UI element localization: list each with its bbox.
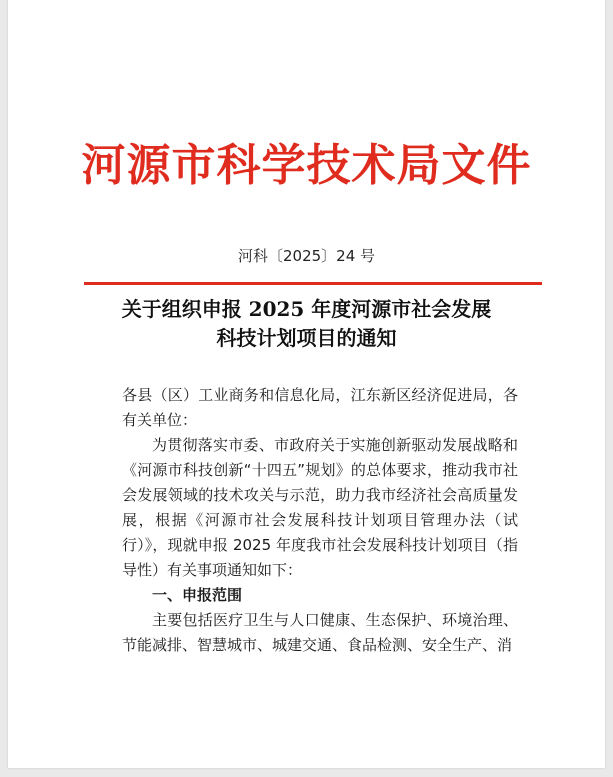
section-scope-text: 主要包括医疗卫生与人口健康、生态保护、环境治理、节能减排、智慧城市、城建交通、食品检测、安全生产、消 — [122, 611, 518, 654]
notice-title-line-2: 科技计划项目的通知 — [216, 326, 397, 350]
document-page — [8, 0, 605, 768]
document-number: 河科〔2025〕24 号 — [237, 247, 376, 265]
notice-title-line-1: 关于组织申报 2025 年度河源市社会发展 — [121, 297, 492, 321]
notice-body — [122, 383, 518, 658]
masthead-title: 河源市科学技术局文件 — [81, 140, 532, 191]
intro-paragraph: 为贯彻落实市委、市政府关于实施创新驱动发展战略和《河源市科技创新“十四五”规划》的总体要求，推动我市社会发展领域的技术攻关与示范，助力我市经济社会高质量发展，根据《河源市社会发展科技计划项目管理办法（试行）》，现就申报 2025 年度我市社会发展科技计划项目（指导性）有关事项通知如下： — [122, 436, 518, 579]
section-heading-scope: 一、申报范围 — [152, 586, 243, 604]
salutation: 各县（区）工业商务和信息化局，江东新区经济促进局，各有关单位： — [122, 386, 518, 429]
notice-title — [8, 295, 605, 353]
red-divider-rule — [84, 282, 542, 285]
